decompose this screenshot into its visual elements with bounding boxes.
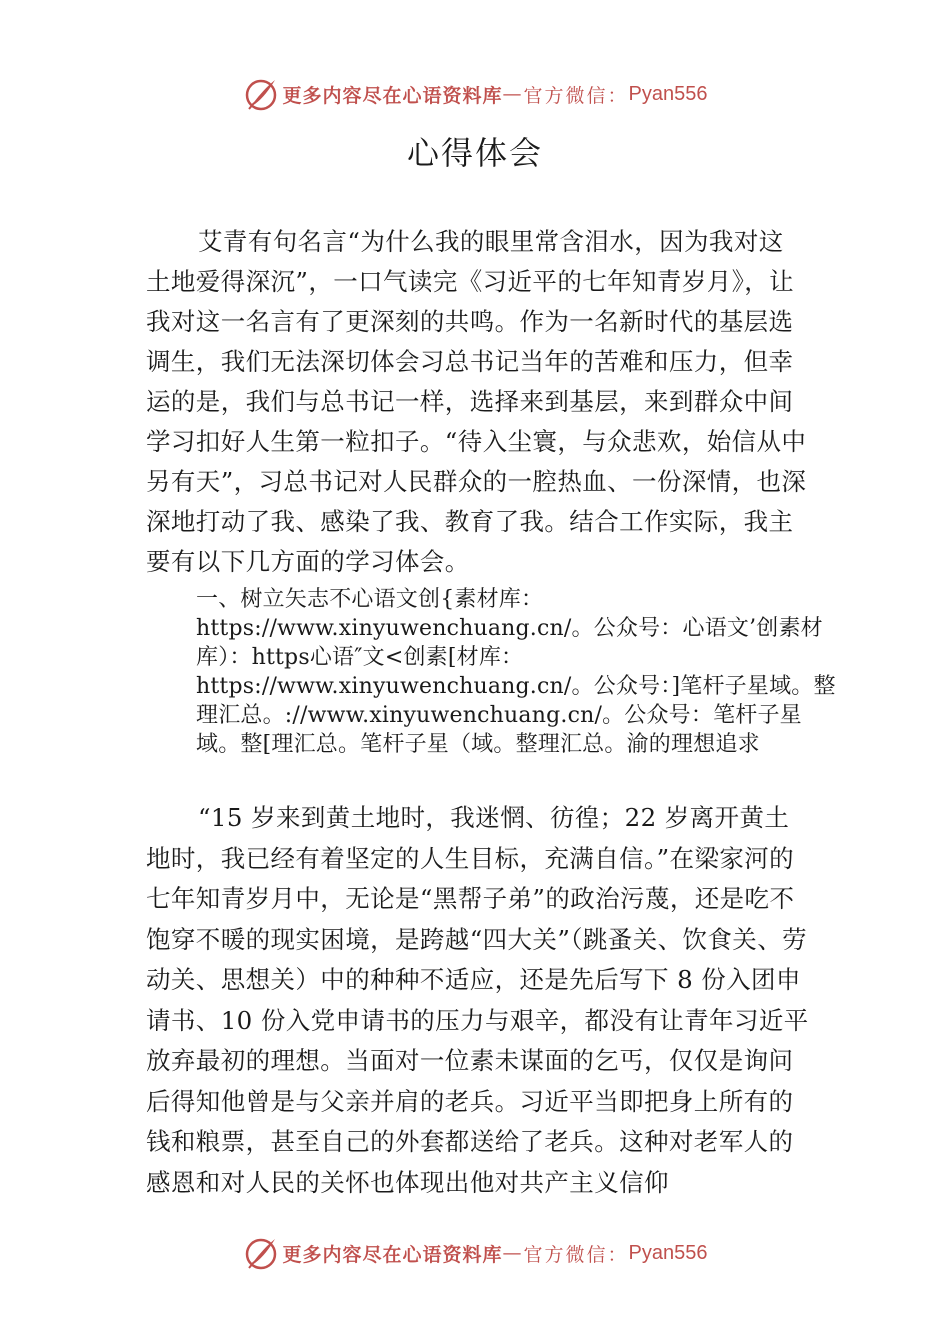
watermark-dash: — <box>502 1242 524 1264</box>
quill-logo-icon <box>243 76 279 112</box>
watermark-dash: — <box>502 83 524 105</box>
footer-watermark <box>0 1233 950 1273</box>
watermark-wechat-id: Pyan556 <box>628 1241 708 1264</box>
watermark-text: 更多内容尽在心语资料库 <box>282 84 503 107</box>
paragraph-body: “15 岁来到黄土地时，我迷惘、彷徨；22 岁离开黄土地时，我已经有着坚定的人生目标，充满自信。”在梁家河的七年知青岁月中，无论是“黑帮子弟”的政治污蔑，还是吃不饱穿不暖的现实困境，是跨越“四大关”（跳蚤关、饮食关、劳动关、思想关）中的种种不适应，还是先后写下 8 份入团申请书、10 份入党申请书的压力与艰辛，都没有让青年习近平放弃最初的理想。当面对一位素未谋面的乞丐，仅仅是询问后得知他曾是与父亲并肩的老兵。习近平当即把身上所有的钱和粮票，甚至自己的外套都送给了老兵。这种对老军人的感恩和对人民的关怀也体现出他对共产主义信仰 <box>146 803 809 1197</box>
document-title: 心得体会 <box>406 134 543 172</box>
watermark-wechat-label: 官方微信： <box>523 1243 629 1266</box>
paragraph-intro: 艾青有句名言“为什么我的眼里常含泪水，因为我对这土地爱得深沉”，一口气读完《习近平的七年知青岁月》，让我对这一名言有了更深刻的共鸣。作为一名新时代的基层选调生，我们无法深切体会习总书记当年的苦难和压力，但幸运的是，我们与总书记一样，选择来到基层，来到群众中间学习扣好人生第一粒扣子。“待入尘寰，与众悲欢，始信从中另有天”，习总书记对人民群众的一腔热血、一份深情，也深深地打动了我、感染了我、教育了我。结合工作实际，我主要有以下几方面的学习体会。 <box>146 227 807 576</box>
watermark-wechat-id: Pyan556 <box>628 82 708 105</box>
watermark-wechat-label: 官方微信： <box>523 84 629 107</box>
quill-logo-icon <box>243 1235 279 1271</box>
watermark-text: 更多内容尽在心语资料库 <box>282 1243 503 1266</box>
section-heading-block: 一、树立矢志不心语文创{素材库：https://www.xinyuwenchuang.cn/。公众号：心语文’创素材库）：https心语″文<创素[材库：https://www.xinyuwenchuang.cn/。公众号：]笔杆子星域。整理汇总。://www.xinyuwenchuang.cn/。公众号：笔杆子星域。整[理汇总。笔杆子星（域。整理汇总。渝的理想追求 <box>196 587 836 757</box>
header-watermark <box>0 74 950 114</box>
